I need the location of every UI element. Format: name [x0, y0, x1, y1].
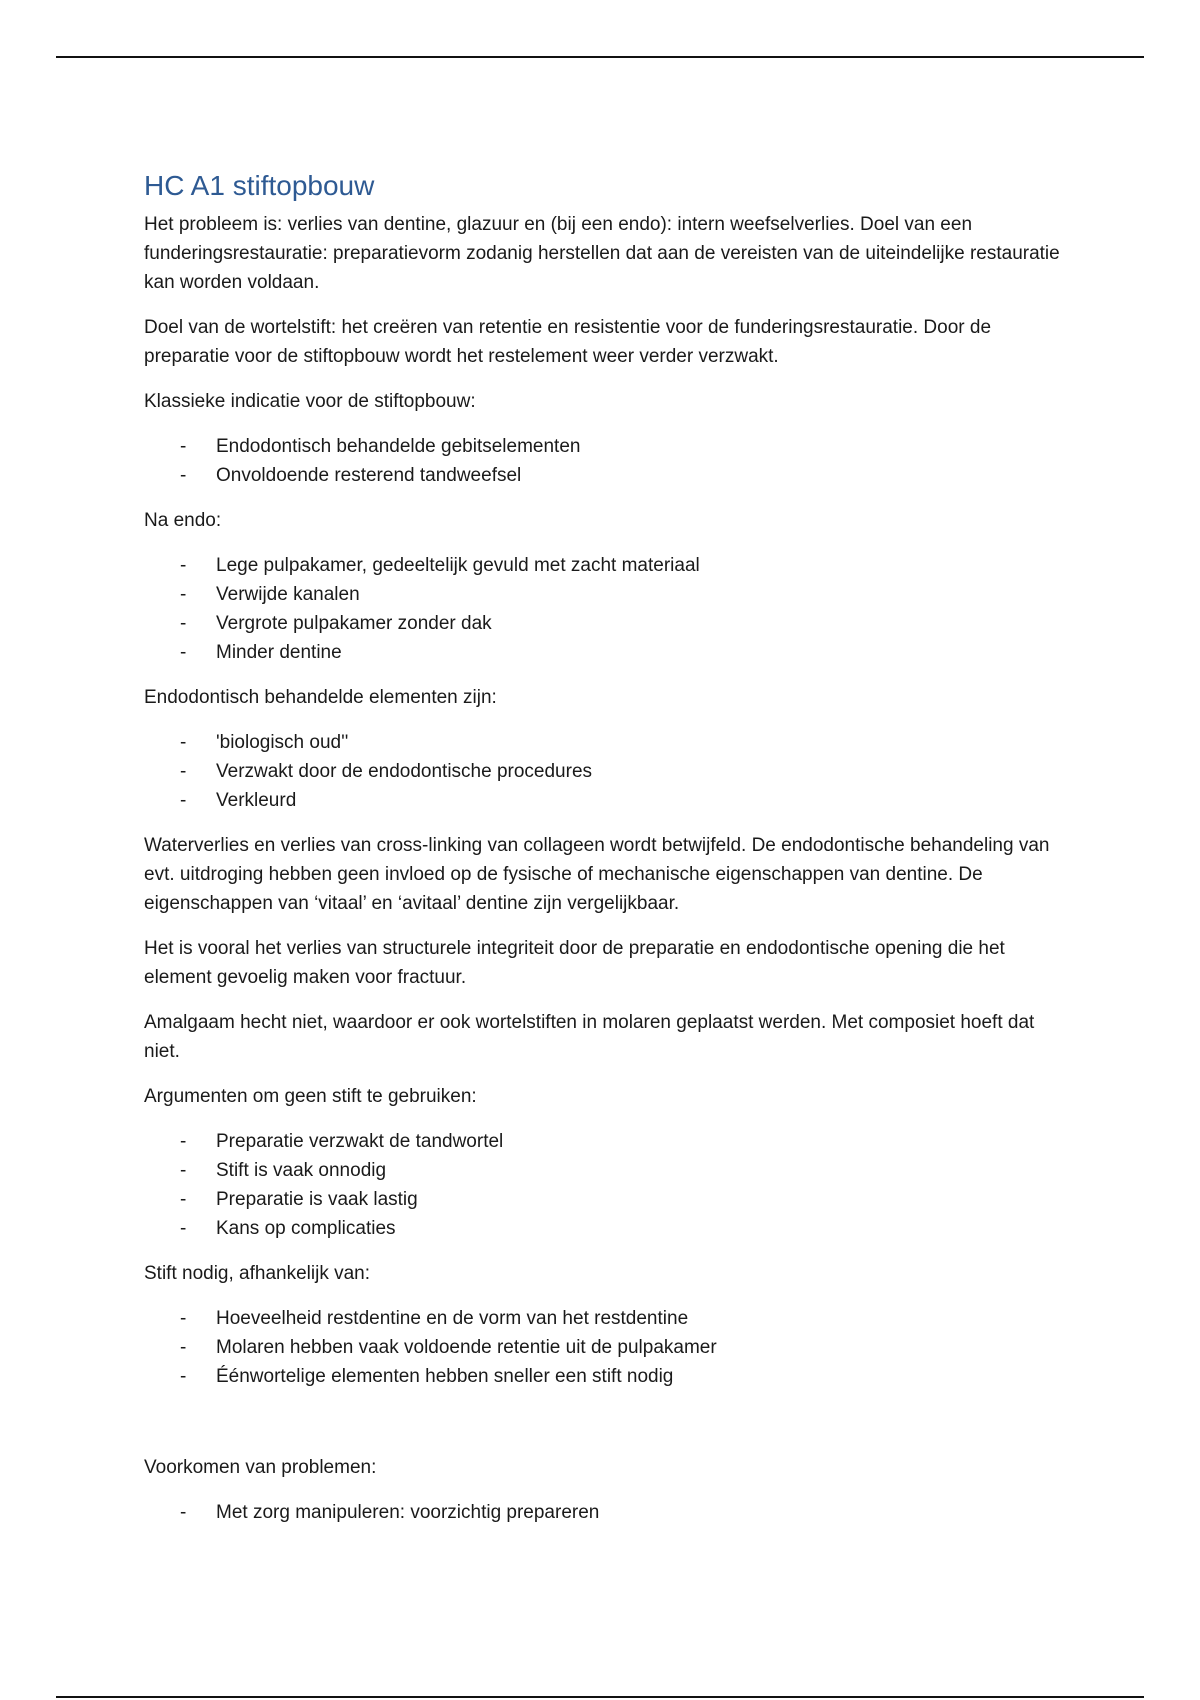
bullet-list: [144, 1304, 1064, 1391]
bullet-list: [144, 1127, 1064, 1243]
dash-bullet-icon: -: [180, 613, 187, 634]
list-item: [144, 1185, 1064, 1214]
header-rule: [56, 56, 1144, 58]
list-item: [144, 1127, 1064, 1156]
list-item: [144, 1333, 1064, 1362]
bullet-list: [144, 728, 1064, 815]
list-item-text: Verwijde kanalen: [216, 584, 360, 605]
paragraph: Klassieke indicatie voor de stiftopbouw:: [144, 391, 476, 412]
list-item-text: Minder dentine: [216, 642, 342, 663]
dash-bullet-icon: -: [180, 790, 187, 811]
bullet-list: [144, 1498, 1064, 1527]
list-item-text: Stift is vaak onnodig: [216, 1160, 387, 1181]
list-item: [144, 786, 1064, 815]
list-item: [144, 432, 1064, 461]
list-item: [144, 728, 1064, 757]
bullet-list: [144, 551, 1064, 667]
list-item: [144, 757, 1064, 786]
dash-bullet-icon: -: [180, 1218, 187, 1239]
bullet-list: [144, 432, 1064, 490]
list-item-text: Molaren hebben vaak voldoende retentie uit de pulpakamer: [216, 1337, 717, 1358]
list-item: [144, 638, 1064, 667]
dash-bullet-icon: -: [180, 642, 187, 663]
dash-bullet-icon: -: [180, 1189, 187, 1210]
list-item-text: Kans op complicaties: [216, 1218, 396, 1239]
list-item: [144, 1156, 1064, 1185]
dash-bullet-icon: -: [180, 1308, 187, 1329]
spacer: [144, 1407, 1064, 1453]
paragraph: Argumenten om geen stift te gebruiken:: [144, 1086, 477, 1107]
dash-bullet-icon: -: [180, 1131, 187, 1152]
dash-bullet-icon: -: [180, 761, 187, 782]
list-item: [144, 1304, 1064, 1333]
list-item: [144, 551, 1064, 580]
list-item-text: Vergrote pulpakamer zonder dak: [216, 613, 492, 634]
paragraph: Na endo:: [144, 510, 222, 531]
list-item: [144, 580, 1064, 609]
list-item-text: Met zorg manipuleren: voorzichtig prepareren: [216, 1502, 600, 1523]
dash-bullet-icon: -: [180, 436, 187, 457]
list-item-text: Éénwortelige elementen hebben sneller een stift nodig: [216, 1366, 674, 1387]
list-item: [144, 1214, 1064, 1243]
list-item-text: Preparatie verzwakt de tandwortel: [216, 1131, 504, 1152]
dash-bullet-icon: -: [180, 1502, 187, 1523]
list-item-text: Onvoldoende resterend tandweefsel: [216, 465, 522, 486]
list-item: [144, 1498, 1064, 1527]
dash-bullet-icon: -: [180, 1337, 187, 1358]
paragraph: Het is vooral het verlies van structurele integriteit door de preparatie en endodontische opening die het element gevoelig maken voor fractuur.: [144, 938, 1005, 988]
paragraph: Doel van de wortelstift: het creëren van retentie en resistentie voor de funderingsrestauratie. Door de preparatie voor de stiftopbouw wordt het restelement weer verder verzwakt.: [144, 317, 992, 367]
list-item-text: Verzwakt door de endodontische procedures: [216, 761, 593, 782]
list-item: [144, 609, 1064, 638]
paragraph: Waterverlies en verlies van cross-linking van collageen wordt betwijfeld. De endodontische behandeling van evt. uitdroging hebben geen invloed op de fysische of mechanische eigenschappen van dentine. De eigenschappen van ‘vitaal’ en ‘avitaal’ dentine zijn vergelijkbaar.: [144, 835, 1050, 914]
dash-bullet-icon: -: [180, 584, 187, 605]
dash-bullet-icon: -: [180, 555, 187, 576]
list-item-text: Hoeveelheid restdentine en de vorm van het restdentine: [216, 1308, 689, 1329]
dash-bullet-icon: -: [180, 732, 187, 753]
dash-bullet-icon: -: [180, 465, 187, 486]
paragraph: Stift nodig, afhankelijk van:: [144, 1263, 371, 1284]
page-title: HC A1 stiftopbouw: [144, 170, 375, 201]
list-item-text: Endodontisch behandelde gebitselementen: [216, 436, 581, 457]
list-item: [144, 1362, 1064, 1391]
paragraph: Het probleem is: verlies van dentine, glazuur en (bij een endo): intern weefselverlies. Doel van een funderingsrestauratie: preparatievorm zodanig herstellen dat aan de vereisten van de uiteindelijke restauratie kan worden voldaan.: [144, 214, 1060, 293]
footer-rule: [56, 1696, 1144, 1698]
list-item-text: Preparatie is vaak lastig: [216, 1189, 418, 1210]
list-item: [144, 461, 1064, 490]
paragraph: Amalgaam hecht niet, waardoor er ook wortelstiften in molaren geplaatst werden. Met composiet hoeft dat niet.: [144, 1012, 1035, 1062]
paragraph: Endodontisch behandelde elementen zijn:: [144, 687, 497, 708]
list-item-text: 'biologisch oud'': [216, 732, 349, 753]
document-body: [144, 168, 1064, 1543]
dash-bullet-icon: -: [180, 1366, 187, 1387]
dash-bullet-icon: -: [180, 1160, 187, 1181]
list-item-text: Verkleurd: [216, 790, 297, 811]
list-item-text: Lege pulpakamer, gedeeltelijk gevuld met zacht materiaal: [216, 555, 700, 576]
paragraph: Voorkomen van problemen:: [144, 1457, 377, 1478]
